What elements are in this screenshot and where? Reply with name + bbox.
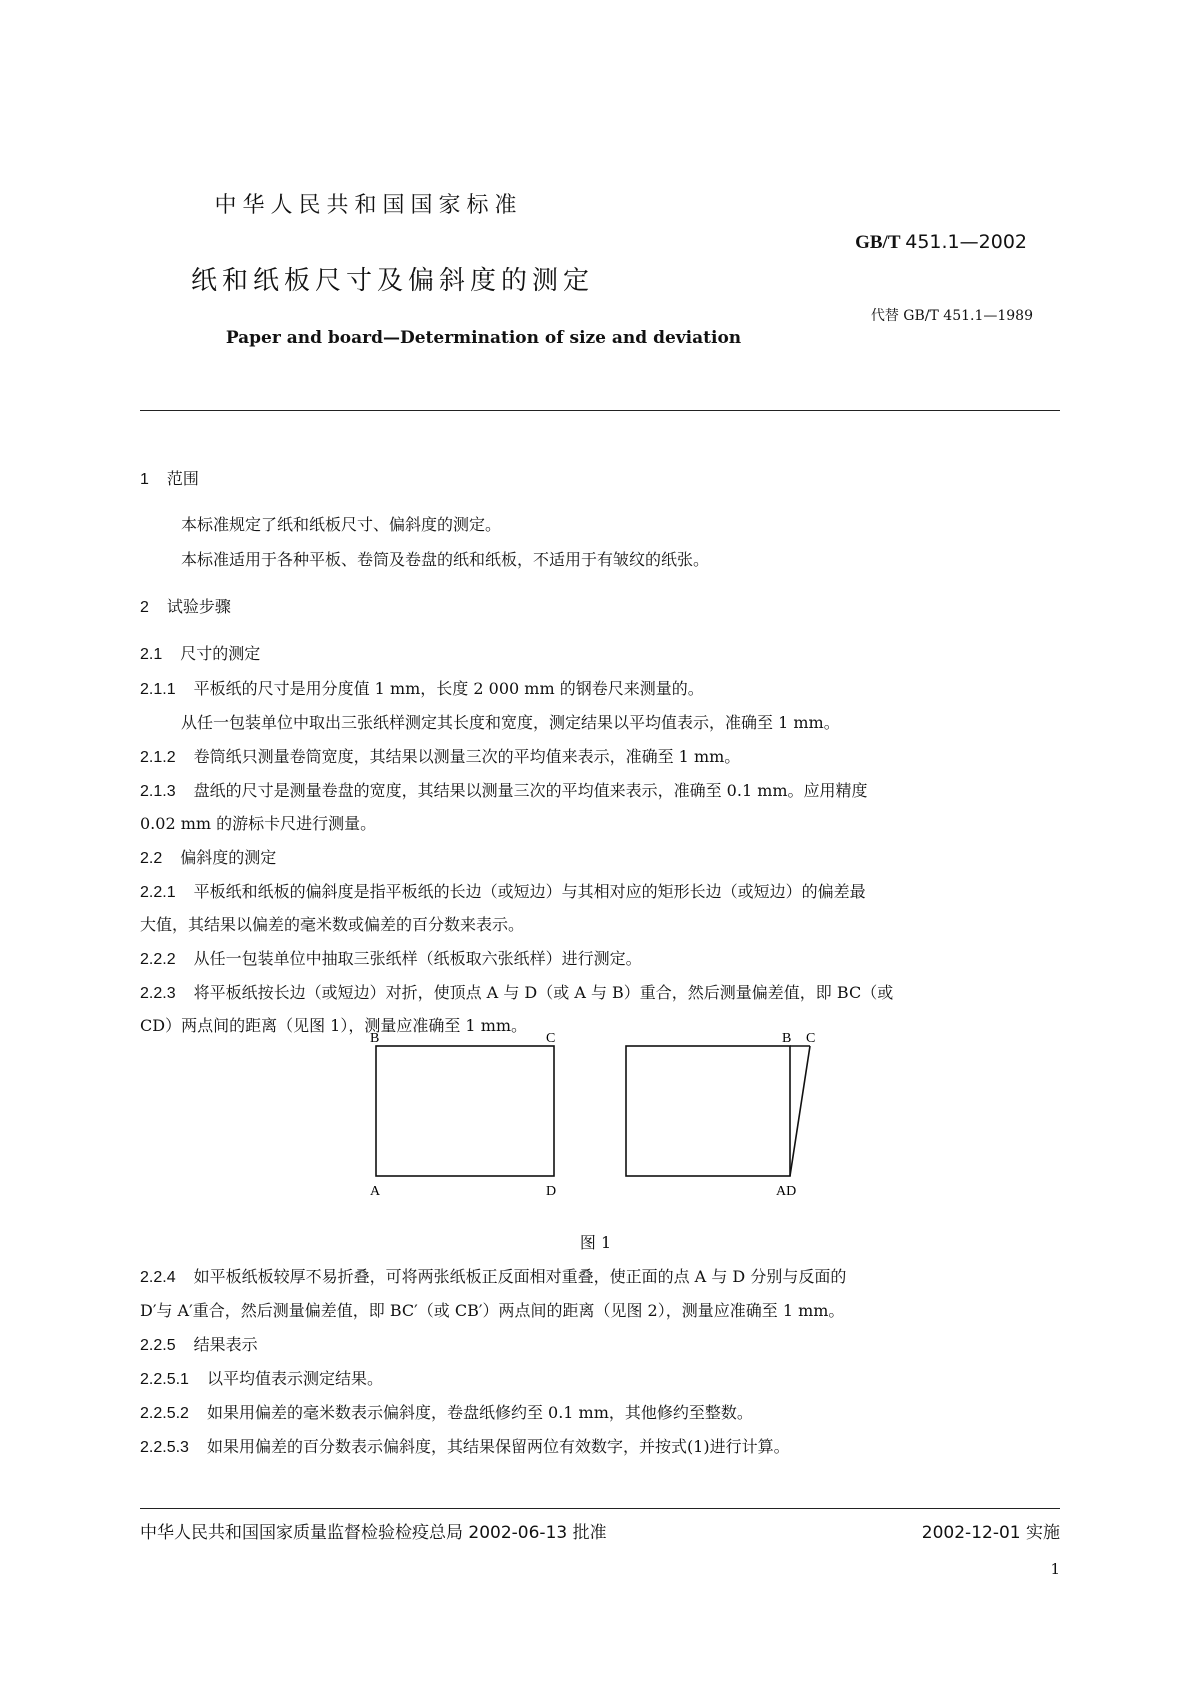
standard-code-prefix: GB/T — [855, 232, 901, 253]
clause-2-1-3 — [140, 778, 868, 801]
clause-text: 平板纸的尺寸是用分度值 1 mm，长度 2 000 mm 的钢卷尺来测量的。 — [193, 679, 704, 698]
label-b: B — [370, 1031, 380, 1046]
clause-2-1-1 — [140, 676, 704, 699]
header-divider — [140, 410, 1060, 411]
clause-number: 2.2.1 — [140, 884, 176, 901]
clause-continuation: 大值，其结果以偏差的毫米数或偏差的百分数来表示。 — [140, 915, 525, 934]
approval-note: 中华人民共和国国家质量监督检验检疫总局 2002-06-13 批准 — [140, 1523, 607, 1543]
clause-2-2-5-2 — [140, 1400, 753, 1423]
clause-2-2-5-3 — [140, 1434, 790, 1457]
clause-number: 2.2 — [140, 850, 163, 867]
replaces-note: 代替 GB/T 451.1—1989 — [870, 308, 1033, 324]
figure-right-folded — [626, 1031, 815, 1198]
clause-2-2-4 — [140, 1264, 846, 1287]
label-c: C — [806, 1031, 816, 1046]
clause-2-1-2 — [140, 744, 740, 767]
section-1-heading — [140, 466, 199, 489]
folded-sheet-outline — [626, 1046, 790, 1176]
clause-text: 以平均值表示测定结果。 — [206, 1369, 383, 1388]
label-c: C — [546, 1031, 556, 1046]
clause-title: 尺寸的测定 — [180, 644, 261, 663]
clause-number: 2.1.1 — [140, 681, 176, 698]
document-title: 纸和纸板尺寸及偏斜度的测定 — [190, 266, 594, 296]
clause-number: 2.2.2 — [140, 951, 176, 968]
clause-text: 从任一包装单位中抽取三张纸样（纸板取六张纸样）进行测定。 — [193, 949, 642, 968]
clause-2-1 — [140, 641, 260, 664]
clause-number: 2.2.5 — [140, 1337, 176, 1354]
standard-title: 中华人民共和国国家标准 — [214, 193, 523, 218]
figure-left-rectangle — [370, 1031, 556, 1198]
effective-date: 2002-12-01 实施 — [921, 1523, 1060, 1543]
label-a: A — [370, 1184, 381, 1198]
clause-2-2-3 — [140, 980, 893, 1003]
clause-text: 如平板纸板较厚不易折叠，可将两张纸板正反面相对重叠，使正面的点 A 与 D 分别与反面的 — [193, 1267, 847, 1286]
clause-number: 2.2.4 — [140, 1269, 176, 1286]
clause-continuation: 从任一包装单位中取出三张纸样测定其长度和宽度，测定结果以平均值表示，准确至 1 mm。 — [181, 713, 840, 732]
paragraph: 本标准规定了纸和纸板尺寸、偏斜度的测定。 — [181, 515, 502, 534]
section-number: 1 — [140, 471, 149, 488]
clause-2-2-5-1 — [140, 1366, 383, 1389]
clause-2-2-5 — [140, 1332, 258, 1355]
section-number: 2 — [140, 599, 149, 616]
clause-number: 2.1.3 — [140, 783, 176, 800]
footer-divider — [140, 1508, 1060, 1509]
clause-2-2-2 — [140, 946, 642, 969]
clause-number: 2.1 — [140, 646, 163, 663]
clause-2-2-1 — [140, 879, 866, 902]
paragraph: 本标准适用于各种平板、卷筒及卷盘的纸和纸板，不适用于有皱纹的纸张。 — [181, 550, 710, 569]
english-title: Paper and board—Determination of size and deviation — [225, 328, 742, 348]
clause-number: 2.2.5.2 — [140, 1405, 189, 1422]
clause-text: 盘纸的尺寸是测量卷盘的宽度，其结果以测量三次的平均值来表示，准确至 0.1 mm。应用精度 — [193, 781, 868, 800]
flat-sheet-outline — [376, 1046, 554, 1176]
label-b: B — [782, 1031, 792, 1046]
label-d: D — [546, 1184, 557, 1198]
clause-text: 卷筒纸只测量卷筒宽度，其结果以测量三次的平均值来表示，准确至 1 mm。 — [193, 747, 741, 766]
clause-2-2 — [140, 845, 276, 868]
clause-number: 2.2.5.1 — [140, 1371, 189, 1388]
section-title: 范围 — [166, 469, 199, 488]
clause-continuation: CD）两点间的距离（见图 1），测量应准确至 1 mm。 — [140, 1016, 528, 1035]
clause-text: 将平板纸按长边（或短边）对折，使顶点 A 与 D（或 A 与 B）重合，然后测量偏差值，即 BC（或 — [193, 983, 894, 1002]
clause-continuation: 0.02 mm 的游标卡尺进行测量。 — [140, 814, 377, 833]
clause-number: 2.1.2 — [140, 749, 176, 766]
clause-title: 结果表示 — [193, 1335, 258, 1354]
clause-number: 2.2.5.3 — [140, 1439, 189, 1456]
section-2-heading — [140, 594, 231, 617]
standard-code-number: 451.1—2002 — [905, 231, 1027, 253]
clause-number: 2.2.3 — [140, 985, 176, 1002]
page-number: 1 — [1050, 1560, 1060, 1578]
label-ad: AD — [776, 1184, 797, 1198]
clause-continuation: D′与 A′重合，然后测量偏差值，即 BC′（或 CB′）两点间的距离（见图 2），测量应准确至 1 mm。 — [140, 1301, 845, 1320]
fold-diagonal-edge — [790, 1046, 810, 1176]
clause-text: 平板纸和纸板的偏斜度是指平板纸的长边（或短边）与其相对应的矩形长边（或短边）的偏差最 — [193, 882, 866, 901]
figure-1-diagram — [360, 1018, 840, 1198]
clause-text: 如果用偏差的毫米数表示偏斜度，卷盘纸修约至 0.1 mm，其他修约至整数。 — [206, 1403, 753, 1422]
clause-text: 如果用偏差的百分数表示偏斜度，其结果保留两位有效数字，并按式(1)进行计算。 — [206, 1437, 790, 1456]
standard-code — [855, 231, 1027, 254]
figure-caption: 图 1 — [579, 1233, 612, 1252]
section-title: 试验步骤 — [166, 597, 231, 616]
clause-title: 偏斜度的测定 — [180, 848, 277, 867]
